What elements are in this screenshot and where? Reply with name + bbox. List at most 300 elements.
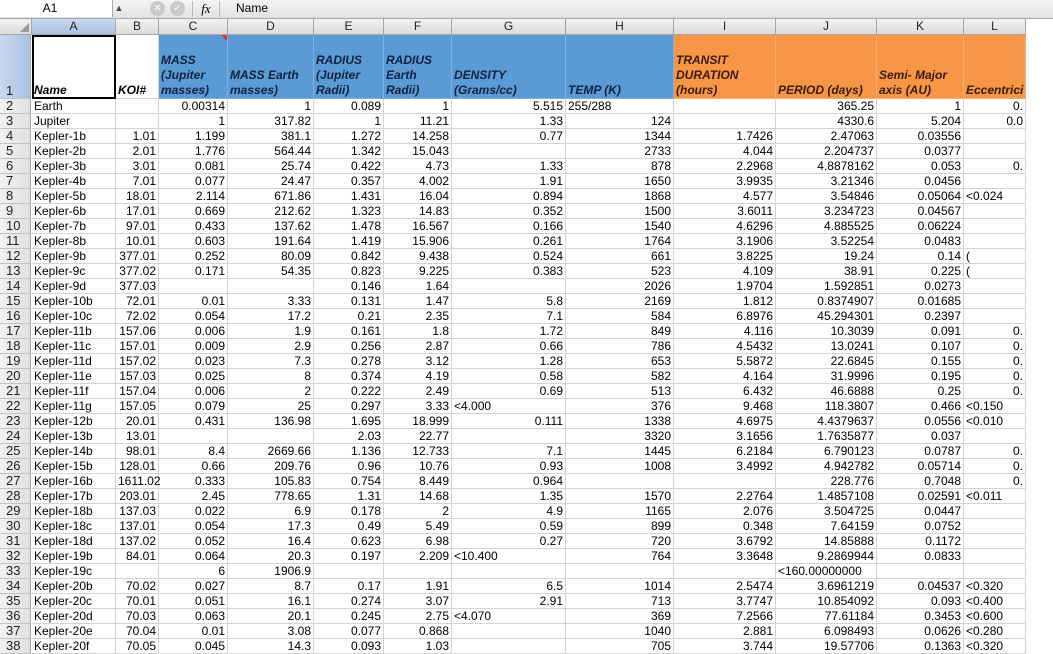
cell-g38[interactable]	[452, 639, 566, 654]
cell-d6[interactable]	[228, 159, 314, 174]
cell-f29[interactable]	[384, 504, 452, 519]
cell-b7[interactable]	[116, 174, 159, 189]
cell-c5[interactable]	[159, 144, 228, 159]
cell-h16[interactable]	[566, 309, 674, 324]
cell-h37[interactable]	[566, 624, 674, 639]
cell-l27[interactable]	[964, 474, 1026, 489]
cell-f32[interactable]	[384, 549, 452, 564]
cell-k38[interactable]	[877, 639, 964, 654]
row-header-19[interactable]	[0, 354, 31, 369]
cell-h36[interactable]	[566, 609, 674, 624]
name-box[interactable]	[0, 0, 113, 17]
cell-a25[interactable]	[32, 444, 116, 459]
cell-g13[interactable]	[452, 264, 566, 279]
cell-c19[interactable]	[159, 354, 228, 369]
cell-l29[interactable]	[964, 504, 1026, 519]
row-header-25[interactable]	[0, 444, 31, 459]
row-header-9[interactable]	[0, 204, 31, 219]
cell-f6[interactable]	[384, 159, 452, 174]
cell-h20[interactable]	[566, 369, 674, 384]
cell-e2[interactable]	[314, 99, 384, 114]
cell-a17[interactable]	[32, 324, 116, 339]
row-header-11[interactable]	[0, 234, 31, 249]
cell-i31[interactable]	[674, 534, 776, 549]
header-cell-b[interactable]	[116, 35, 159, 99]
cell-g30[interactable]	[452, 519, 566, 534]
cell-i33[interactable]	[674, 564, 776, 579]
cell-b6[interactable]	[116, 159, 159, 174]
column-header-i[interactable]: I	[674, 19, 776, 35]
cell-d28[interactable]	[228, 489, 314, 504]
cell-g36[interactable]	[452, 609, 566, 624]
cell-d29[interactable]	[228, 504, 314, 519]
cell-c28[interactable]	[159, 489, 228, 504]
cell-j20[interactable]	[776, 369, 877, 384]
cell-a12[interactable]	[32, 249, 116, 264]
cell-j33[interactable]	[776, 564, 877, 579]
cell-g2[interactable]	[452, 99, 566, 114]
cell-h25[interactable]	[566, 444, 674, 459]
cell-k6[interactable]	[877, 159, 964, 174]
cell-a13[interactable]	[32, 264, 116, 279]
cell-c17[interactable]	[159, 324, 228, 339]
cell-a22[interactable]	[32, 399, 116, 414]
row-header-20[interactable]	[0, 369, 31, 384]
cell-l3[interactable]	[964, 114, 1026, 129]
row-header-21[interactable]	[0, 384, 31, 399]
row-header-13[interactable]	[0, 264, 31, 279]
cell-g27[interactable]	[452, 474, 566, 489]
cell-a16[interactable]	[32, 309, 116, 324]
cell-b25[interactable]	[116, 444, 159, 459]
cell-k30[interactable]	[877, 519, 964, 534]
row-header-23[interactable]	[0, 414, 31, 429]
cell-k26[interactable]	[877, 459, 964, 474]
cell-f14[interactable]	[384, 279, 452, 294]
cell-d14[interactable]	[228, 279, 314, 294]
cell-g7[interactable]	[452, 174, 566, 189]
cell-j7[interactable]	[776, 174, 877, 189]
cell-a29[interactable]	[32, 504, 116, 519]
cell-f31[interactable]	[384, 534, 452, 549]
cell-l2[interactable]	[964, 99, 1026, 114]
cell-i36[interactable]	[674, 609, 776, 624]
cell-g9[interactable]	[452, 204, 566, 219]
cell-k10[interactable]	[877, 219, 964, 234]
cell-i3[interactable]	[674, 114, 776, 129]
cell-b27[interactable]	[116, 474, 159, 489]
cell-f35[interactable]	[384, 594, 452, 609]
header-cell-j[interactable]	[776, 35, 877, 99]
cell-g33[interactable]	[452, 564, 566, 579]
cell-c9[interactable]	[159, 204, 228, 219]
cell-h11[interactable]	[566, 234, 674, 249]
cell-d35[interactable]	[228, 594, 314, 609]
cell-e12[interactable]	[314, 249, 384, 264]
cell-c25[interactable]	[159, 444, 228, 459]
cell-k2[interactable]	[877, 99, 964, 114]
cell-g12[interactable]	[452, 249, 566, 264]
cell-f34[interactable]	[384, 579, 452, 594]
cell-e24[interactable]	[314, 429, 384, 444]
cell-d24[interactable]	[228, 429, 314, 444]
cell-e9[interactable]	[314, 204, 384, 219]
cell-h17[interactable]	[566, 324, 674, 339]
cell-e31[interactable]	[314, 534, 384, 549]
cell-d33[interactable]	[228, 564, 314, 579]
row-header-24[interactable]	[0, 429, 31, 444]
cell-j36[interactable]	[776, 609, 877, 624]
cell-e23[interactable]	[314, 414, 384, 429]
cell-d15[interactable]	[228, 294, 314, 309]
cell-i23[interactable]	[674, 414, 776, 429]
cell-j24[interactable]	[776, 429, 877, 444]
cell-k29[interactable]	[877, 504, 964, 519]
cell-h6[interactable]	[566, 159, 674, 174]
cell-l15[interactable]	[964, 294, 1026, 309]
cell-l24[interactable]	[964, 429, 1026, 444]
cell-l20[interactable]	[964, 369, 1026, 384]
cell-k17[interactable]	[877, 324, 964, 339]
cell-l6[interactable]	[964, 159, 1026, 174]
row-header-10[interactable]	[0, 219, 31, 234]
cell-a33[interactable]	[32, 564, 116, 579]
cell-a9[interactable]	[32, 204, 116, 219]
column-header-a[interactable]: A	[32, 19, 116, 35]
cell-c6[interactable]	[159, 159, 228, 174]
cell-g26[interactable]	[452, 459, 566, 474]
cell-k9[interactable]	[877, 204, 964, 219]
cell-a11[interactable]	[32, 234, 116, 249]
column-header-e[interactable]: E	[314, 19, 384, 35]
row-header-29[interactable]	[0, 504, 31, 519]
row-header-33[interactable]	[0, 564, 31, 579]
row-header-38[interactable]	[0, 639, 31, 654]
cell-j2[interactable]	[776, 99, 877, 114]
cell-i30[interactable]	[674, 519, 776, 534]
cell-j37[interactable]	[776, 624, 877, 639]
row-header-36[interactable]	[0, 609, 31, 624]
cell-e35[interactable]	[314, 594, 384, 609]
cell-b30[interactable]	[116, 519, 159, 534]
cell-g25[interactable]	[452, 444, 566, 459]
cell-c24[interactable]	[159, 429, 228, 444]
cell-a19[interactable]	[32, 354, 116, 369]
cell-b20[interactable]	[116, 369, 159, 384]
cell-e16[interactable]	[314, 309, 384, 324]
cell-h38[interactable]	[566, 639, 674, 654]
cell-i5[interactable]	[674, 144, 776, 159]
cell-c32[interactable]	[159, 549, 228, 564]
cell-d22[interactable]	[228, 399, 314, 414]
cell-b29[interactable]	[116, 504, 159, 519]
cell-c27[interactable]	[159, 474, 228, 489]
cell-f3[interactable]	[384, 114, 452, 129]
cell-c13[interactable]	[159, 264, 228, 279]
cell-a10[interactable]	[32, 219, 116, 234]
cell-e3[interactable]	[314, 114, 384, 129]
header-cell-h[interactable]	[566, 35, 674, 99]
cell-j11[interactable]	[776, 234, 877, 249]
cell-c38[interactable]	[159, 639, 228, 654]
cell-g19[interactable]	[452, 354, 566, 369]
cell-l13[interactable]	[964, 264, 1026, 279]
cell-k28[interactable]	[877, 489, 964, 504]
formula-input[interactable]	[226, 0, 1036, 17]
cell-f12[interactable]	[384, 249, 452, 264]
cell-a4[interactable]	[32, 129, 116, 144]
cell-k35[interactable]	[877, 594, 964, 609]
cell-g32[interactable]	[452, 549, 566, 564]
cell-l18[interactable]	[964, 339, 1026, 354]
cell-d16[interactable]	[228, 309, 314, 324]
column-header-d[interactable]: D	[228, 19, 314, 35]
cell-j26[interactable]	[776, 459, 877, 474]
cell-l12[interactable]	[964, 249, 1026, 264]
cell-h26[interactable]	[566, 459, 674, 474]
cell-h8[interactable]	[566, 189, 674, 204]
cell-e15[interactable]	[314, 294, 384, 309]
cell-e28[interactable]	[314, 489, 384, 504]
cell-d26[interactable]	[228, 459, 314, 474]
cell-b26[interactable]	[116, 459, 159, 474]
cell-f38[interactable]	[384, 639, 452, 654]
cell-h14[interactable]	[566, 279, 674, 294]
cell-l37[interactable]	[964, 624, 1026, 639]
cell-i8[interactable]	[674, 189, 776, 204]
cell-d12[interactable]	[228, 249, 314, 264]
select-all-button[interactable]	[0, 19, 32, 35]
cell-l7[interactable]	[964, 174, 1026, 189]
cell-b22[interactable]	[116, 399, 159, 414]
cell-l36[interactable]	[964, 609, 1026, 624]
cell-e30[interactable]	[314, 519, 384, 534]
cell-a38[interactable]	[32, 639, 116, 654]
cell-e37[interactable]	[314, 624, 384, 639]
cell-e10[interactable]	[314, 219, 384, 234]
cell-a15[interactable]	[32, 294, 116, 309]
cell-h12[interactable]	[566, 249, 674, 264]
cell-d18[interactable]	[228, 339, 314, 354]
cell-e20[interactable]	[314, 369, 384, 384]
cell-f18[interactable]	[384, 339, 452, 354]
cell-f26[interactable]	[384, 459, 452, 474]
cell-g3[interactable]	[452, 114, 566, 129]
cell-j6[interactable]	[776, 159, 877, 174]
cell-h9[interactable]	[566, 204, 674, 219]
cell-b18[interactable]	[116, 339, 159, 354]
header-cell-c[interactable]	[159, 35, 228, 99]
cell-h7[interactable]	[566, 174, 674, 189]
cell-c3[interactable]	[159, 114, 228, 129]
cell-k34[interactable]	[877, 579, 964, 594]
cell-f36[interactable]	[384, 609, 452, 624]
cell-a31[interactable]	[32, 534, 116, 549]
cell-b4[interactable]	[116, 129, 159, 144]
cell-c4[interactable]	[159, 129, 228, 144]
cell-a24[interactable]	[32, 429, 116, 444]
cell-d19[interactable]	[228, 354, 314, 369]
cell-c8[interactable]	[159, 189, 228, 204]
header-cell-g[interactable]	[452, 35, 566, 99]
cell-i29[interactable]	[674, 504, 776, 519]
cell-c26[interactable]	[159, 459, 228, 474]
cell-b3[interactable]	[116, 114, 159, 129]
cell-i34[interactable]	[674, 579, 776, 594]
cell-j28[interactable]	[776, 489, 877, 504]
cell-l21[interactable]	[964, 384, 1026, 399]
cell-k21[interactable]	[877, 384, 964, 399]
cell-f9[interactable]	[384, 204, 452, 219]
cell-b9[interactable]	[116, 204, 159, 219]
cell-l38[interactable]	[964, 639, 1026, 654]
cell-c20[interactable]	[159, 369, 228, 384]
cell-c7[interactable]	[159, 174, 228, 189]
cell-f33[interactable]	[384, 564, 452, 579]
cell-j16[interactable]	[776, 309, 877, 324]
cell-e13[interactable]	[314, 264, 384, 279]
cell-k37[interactable]	[877, 624, 964, 639]
cell-f15[interactable]	[384, 294, 452, 309]
cell-l33[interactable]	[964, 564, 1026, 579]
cell-g18[interactable]	[452, 339, 566, 354]
cell-a26[interactable]	[32, 459, 116, 474]
header-cell-d[interactable]	[228, 35, 314, 99]
cell-a20[interactable]	[32, 369, 116, 384]
cell-h4[interactable]	[566, 129, 674, 144]
cell-e26[interactable]	[314, 459, 384, 474]
cell-d9[interactable]	[228, 204, 314, 219]
row-header-3[interactable]	[0, 114, 31, 129]
cell-h15[interactable]	[566, 294, 674, 309]
cell-b11[interactable]	[116, 234, 159, 249]
cell-f19[interactable]	[384, 354, 452, 369]
cell-h30[interactable]	[566, 519, 674, 534]
cell-i7[interactable]	[674, 174, 776, 189]
cell-k25[interactable]	[877, 444, 964, 459]
cell-c14[interactable]	[159, 279, 228, 294]
cell-b15[interactable]	[116, 294, 159, 309]
cell-b34[interactable]	[116, 579, 159, 594]
cell-j18[interactable]	[776, 339, 877, 354]
cell-k22[interactable]	[877, 399, 964, 414]
row-header-4[interactable]	[0, 129, 31, 144]
column-header-k[interactable]: K	[877, 19, 964, 35]
cell-f24[interactable]	[384, 429, 452, 444]
cell-h31[interactable]	[566, 534, 674, 549]
cell-g17[interactable]	[452, 324, 566, 339]
cell-d32[interactable]	[228, 549, 314, 564]
cell-k13[interactable]	[877, 264, 964, 279]
row-header-32[interactable]	[0, 549, 31, 564]
cell-i6[interactable]	[674, 159, 776, 174]
cell-e19[interactable]	[314, 354, 384, 369]
cell-k31[interactable]	[877, 534, 964, 549]
cell-h19[interactable]	[566, 354, 674, 369]
cell-j32[interactable]	[776, 549, 877, 564]
cell-j12[interactable]	[776, 249, 877, 264]
cell-c10[interactable]	[159, 219, 228, 234]
cell-a8[interactable]	[32, 189, 116, 204]
cell-e7[interactable]	[314, 174, 384, 189]
row-header-22[interactable]	[0, 399, 31, 414]
cell-k20[interactable]	[877, 369, 964, 384]
column-header-f[interactable]: F	[384, 19, 452, 35]
cell-f13[interactable]	[384, 264, 452, 279]
cell-k24[interactable]	[877, 429, 964, 444]
cell-e18[interactable]	[314, 339, 384, 354]
cell-c34[interactable]	[159, 579, 228, 594]
cell-c23[interactable]	[159, 414, 228, 429]
cell-a28[interactable]	[32, 489, 116, 504]
column-header-b[interactable]: B	[116, 19, 159, 35]
cell-c16[interactable]	[159, 309, 228, 324]
cell-a18[interactable]	[32, 339, 116, 354]
cell-c30[interactable]	[159, 519, 228, 534]
cell-i10[interactable]	[674, 219, 776, 234]
cell-b24[interactable]	[116, 429, 159, 444]
cell-j19[interactable]	[776, 354, 877, 369]
cell-e8[interactable]	[314, 189, 384, 204]
cell-i20[interactable]	[674, 369, 776, 384]
cell-i21[interactable]	[674, 384, 776, 399]
cell-j8[interactable]	[776, 189, 877, 204]
cell-i9[interactable]	[674, 204, 776, 219]
name-box-stepper-icon[interactable]: ▲	[114, 3, 124, 13]
cell-g11[interactable]	[452, 234, 566, 249]
cell-d2[interactable]	[228, 99, 314, 114]
column-header-g[interactable]: G	[452, 19, 566, 35]
row-header-16[interactable]	[0, 309, 31, 324]
cell-a2[interactable]	[32, 99, 116, 114]
cell-b33[interactable]	[116, 564, 159, 579]
cell-f8[interactable]	[384, 189, 452, 204]
cell-f22[interactable]	[384, 399, 452, 414]
cell-b2[interactable]	[116, 99, 159, 114]
cell-k15[interactable]	[877, 294, 964, 309]
row-header-27[interactable]	[0, 474, 31, 489]
cell-g29[interactable]	[452, 504, 566, 519]
cell-g15[interactable]	[452, 294, 566, 309]
cell-g10[interactable]	[452, 219, 566, 234]
cell-e4[interactable]	[314, 129, 384, 144]
cell-b10[interactable]	[116, 219, 159, 234]
cell-h23[interactable]	[566, 414, 674, 429]
cell-h2[interactable]	[566, 99, 674, 114]
row-header-17[interactable]	[0, 324, 31, 339]
row-header-6[interactable]	[0, 159, 31, 174]
enter-icon[interactable]: ✓	[170, 1, 185, 16]
cell-l30[interactable]	[964, 519, 1026, 534]
cell-i15[interactable]	[674, 294, 776, 309]
row-header-26[interactable]	[0, 459, 31, 474]
cell-c36[interactable]	[159, 609, 228, 624]
cell-b21[interactable]	[116, 384, 159, 399]
cell-h21[interactable]	[566, 384, 674, 399]
cell-i27[interactable]	[674, 474, 776, 489]
cell-e11[interactable]	[314, 234, 384, 249]
cell-l31[interactable]	[964, 534, 1026, 549]
cell-f21[interactable]	[384, 384, 452, 399]
cell-k3[interactable]	[877, 114, 964, 129]
cell-k23[interactable]	[877, 414, 964, 429]
cell-g35[interactable]	[452, 594, 566, 609]
cell-c18[interactable]	[159, 339, 228, 354]
cell-l17[interactable]	[964, 324, 1026, 339]
cell-e34[interactable]	[314, 579, 384, 594]
cell-e14[interactable]	[314, 279, 384, 294]
row-header-8[interactable]	[0, 189, 31, 204]
